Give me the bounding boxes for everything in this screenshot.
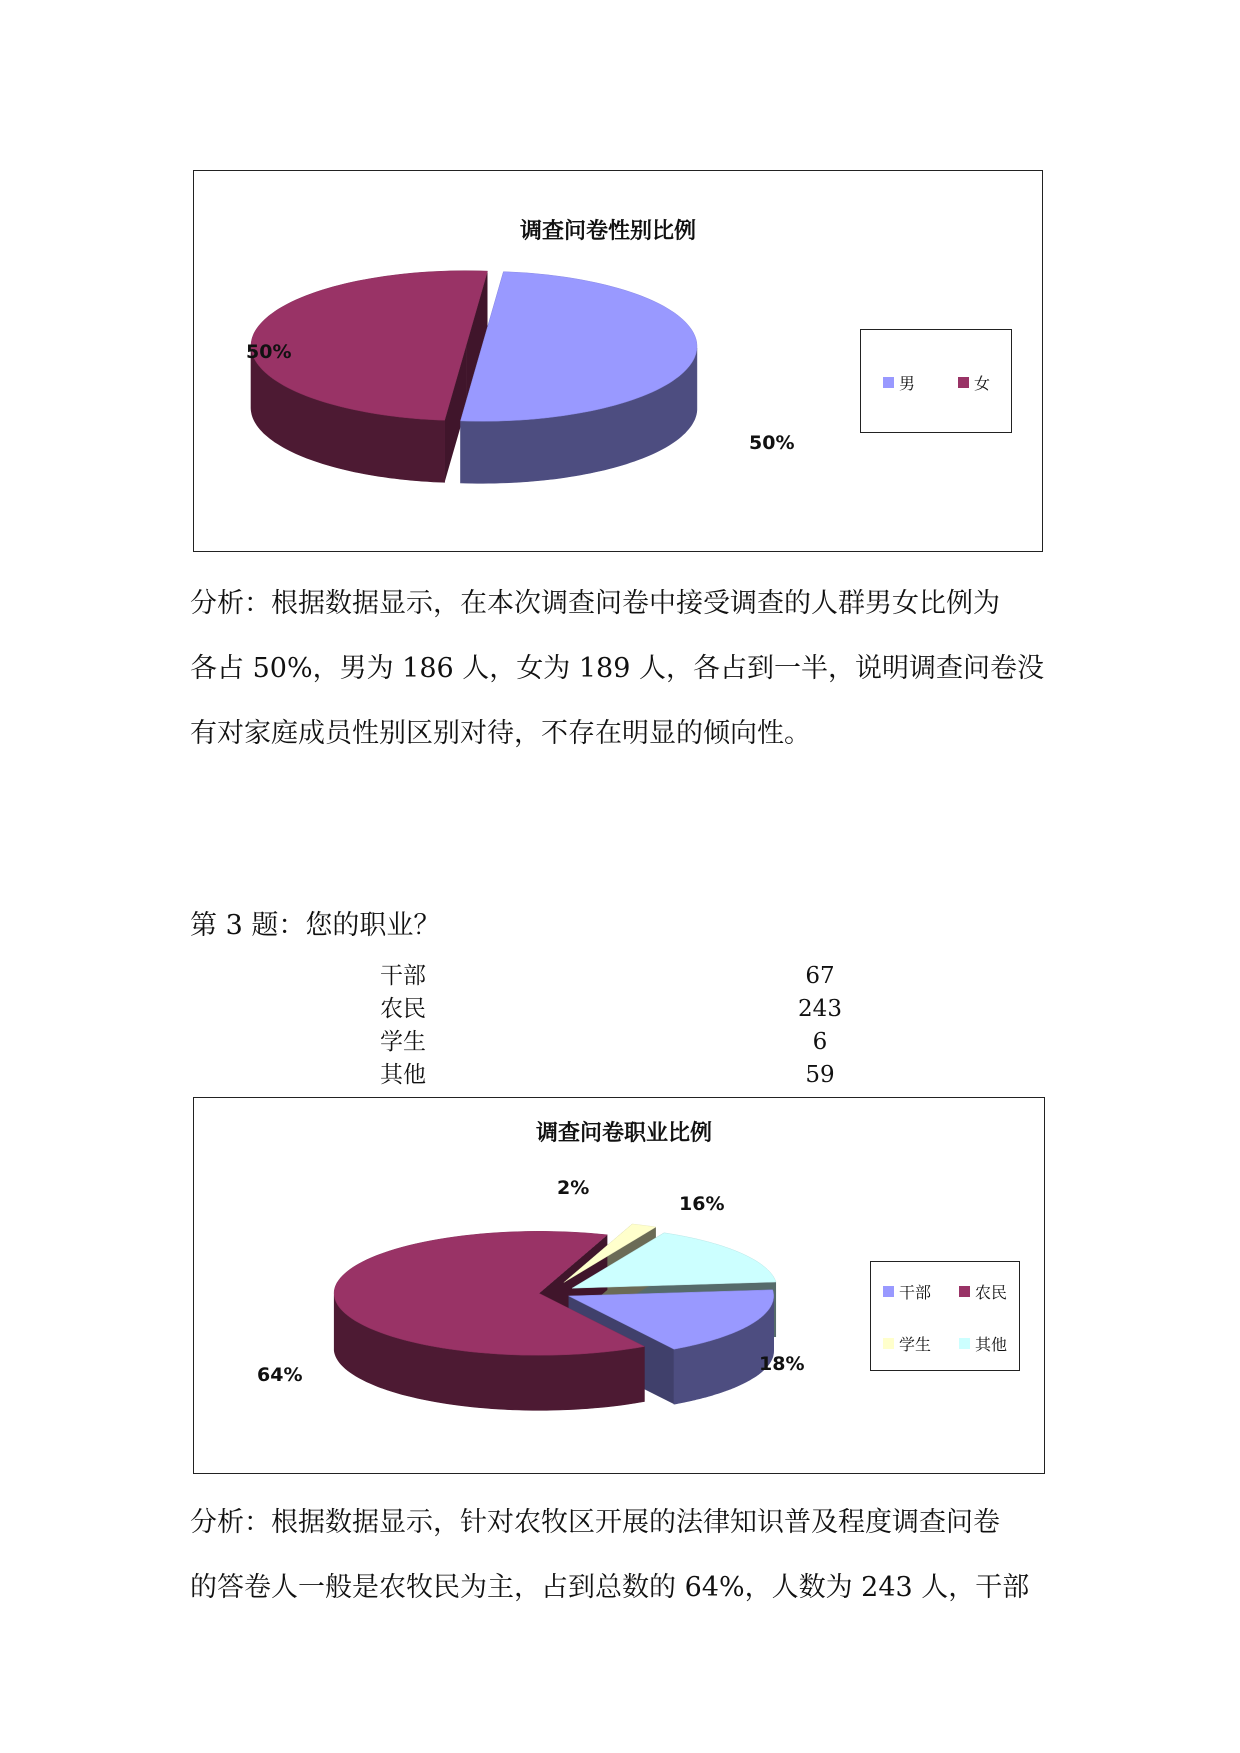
- table-row: [380, 1059, 870, 1092]
- occupation-table: [380, 960, 870, 1092]
- legend-item-other: [959, 1332, 1007, 1355]
- occupation-name: 学生: [380, 1029, 426, 1055]
- table-row: [380, 993, 870, 1026]
- occupation-name: 干部: [380, 963, 426, 989]
- table-row: [380, 1026, 870, 1059]
- legend-item-student: [883, 1332, 931, 1355]
- chart-title: 调查问卷职业比例: [535, 1121, 713, 1146]
- analysis-line: 分析：根据数据显示，在本次调查问卷中接受调查的人群男女比例为: [190, 588, 1000, 619]
- legend-swatch-farmer: [959, 1286, 970, 1297]
- analysis-paragraph-2: [190, 1490, 1070, 1620]
- legend-label-male: 男: [899, 374, 916, 393]
- legend-item-female: [958, 371, 990, 394]
- legend-item-cadre: [883, 1280, 931, 1303]
- question-title: 第 3 题：您的职业？: [190, 910, 441, 941]
- data-label-female: 50%: [246, 341, 292, 363]
- legend-item-male: [883, 371, 915, 394]
- data-label-farmer: 64%: [257, 1364, 303, 1386]
- occupation-chart: [193, 1097, 1045, 1474]
- occupation-count: 67: [805, 963, 835, 989]
- analysis-line: 的答卷人一般是农牧民为主，占到总数的 64%，人数为 243 人，干部: [190, 1572, 1030, 1603]
- legend-swatch-cadre: [883, 1286, 894, 1297]
- table-row: [380, 960, 870, 993]
- legend-label-student: 学生: [899, 1335, 932, 1354]
- legend-swatch-student: [883, 1338, 894, 1349]
- occupation-name: 其他: [380, 1062, 426, 1088]
- occupation-count: 6: [812, 1029, 828, 1055]
- legend-label-female: 女: [974, 374, 991, 393]
- legend-swatch-male: [883, 377, 894, 388]
- analysis-line: 各占 50%，男为 186 人，女为 189 人，各占到一半，说明调查问卷没: [190, 653, 1044, 684]
- occupation-count: 59: [805, 1062, 835, 1088]
- occupation-name: 农民: [380, 996, 426, 1022]
- data-label-cadre: 18%: [759, 1353, 805, 1375]
- legend-swatch-female: [958, 377, 969, 388]
- analysis-line: 有对家庭成员性别区别对待，不存在明显的倾向性。: [190, 718, 811, 749]
- legend: [870, 1261, 1020, 1371]
- data-label-male: 50%: [749, 432, 795, 454]
- legend-label-cadre: 干部: [899, 1283, 932, 1302]
- analysis-line: 分析：根据数据显示，针对农牧区开展的法律知识普及程度调查问卷: [190, 1507, 1000, 1538]
- legend-swatch-other: [959, 1338, 970, 1349]
- data-label-other: 16%: [679, 1193, 725, 1215]
- data-label-student: 2%: [557, 1177, 590, 1199]
- analysis-paragraph-1: [190, 571, 1070, 766]
- chart-title: 调查问卷性别比例: [519, 219, 697, 244]
- legend: [860, 329, 1012, 433]
- legend-label-farmer: 农民: [975, 1283, 1008, 1302]
- legend-label-other: 其他: [975, 1335, 1008, 1354]
- occupation-count: 243: [798, 996, 842, 1022]
- gender-chart: [193, 170, 1043, 552]
- legend-item-farmer: [959, 1280, 1007, 1303]
